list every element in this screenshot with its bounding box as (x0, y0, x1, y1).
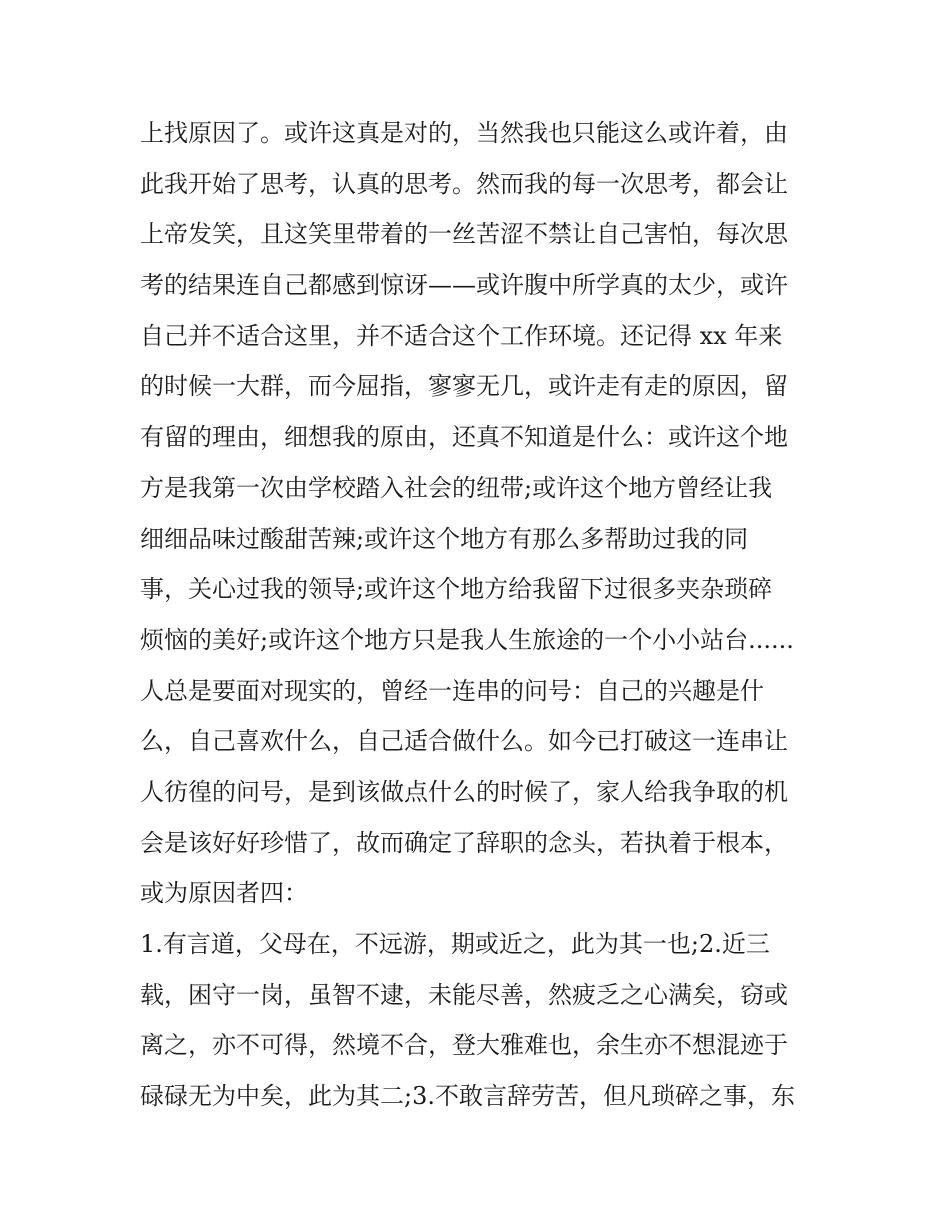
text-line: 人彷徨的问号，是到该做点什么的时候了，家人给我争取的机 (140, 777, 788, 806)
text-line: 载，困守一岗，虽智不逮，未能尽善，然疲乏之心满矣，窃或 (140, 980, 788, 1009)
text-line: 细细品味过酸甜苦辣;或许这个地方有那么多帮助过我的同 (140, 524, 749, 553)
text-line: 的时候一大群，而今屈指，寥寥无几，或许走有走的原因，留 (140, 372, 788, 401)
text-line: 么，自己喜欢什么，自己适合做什么。如今已打破这一连串让 (140, 727, 788, 756)
text-line: 此我开始了思考，认真的思考。然而我的每一次思考，都会让 (140, 169, 788, 198)
text-line: 1.有言道，父母在，不远游，期或近之，此为其一也;2.近三 (140, 930, 770, 958)
text-line: 会是该好好珍惜了，故而确定了辞职的念头，若执着于根本， (140, 828, 788, 857)
text-line: 自己并不适合这里，并不适合这个工作环境。还记得 xx 年来 (140, 321, 783, 350)
body-text (140, 108, 820, 1122)
text-line: 碌碌无为中矣，此为其二;3.不敢言辞劳苦，但凡琐碎之事，东 (140, 1082, 795, 1111)
text-line: 人总是要面对现实的，曾经一连串的问号：自己的兴趣是什 (140, 676, 764, 705)
text-line: 方是我第一次由学校踏入社会的纽带;或许这个地方曾经让我 (140, 473, 773, 502)
text-line: 离之，亦不可得，然境不合，登大雅难也，余生亦不想混迹于 (140, 1031, 788, 1060)
text-line: 上帝发笑，且这笑里带着的一丝苦涩不禁让自己害怕，每次思 (140, 220, 788, 249)
text-line: 事，关心过我的领导;或许这个地方给我留下过很多夹杂琐碎 (140, 575, 773, 604)
text-line: 或为原因者四： (140, 879, 308, 908)
text-line: 有留的理由，细想我的原由，还真不知道是什么：或许这个地 (140, 423, 788, 452)
text-line: 烦恼的美好;或许这个地方只是我人生旅途的一个小小站台...... (140, 625, 794, 654)
text-line: 上找原因了。或许这真是对的，当然我也只能这么或许着，由 (140, 119, 788, 147)
text-line: 考的结果连自己都感到惊讶——或许腹中所学真的太少，或许 (140, 271, 788, 300)
